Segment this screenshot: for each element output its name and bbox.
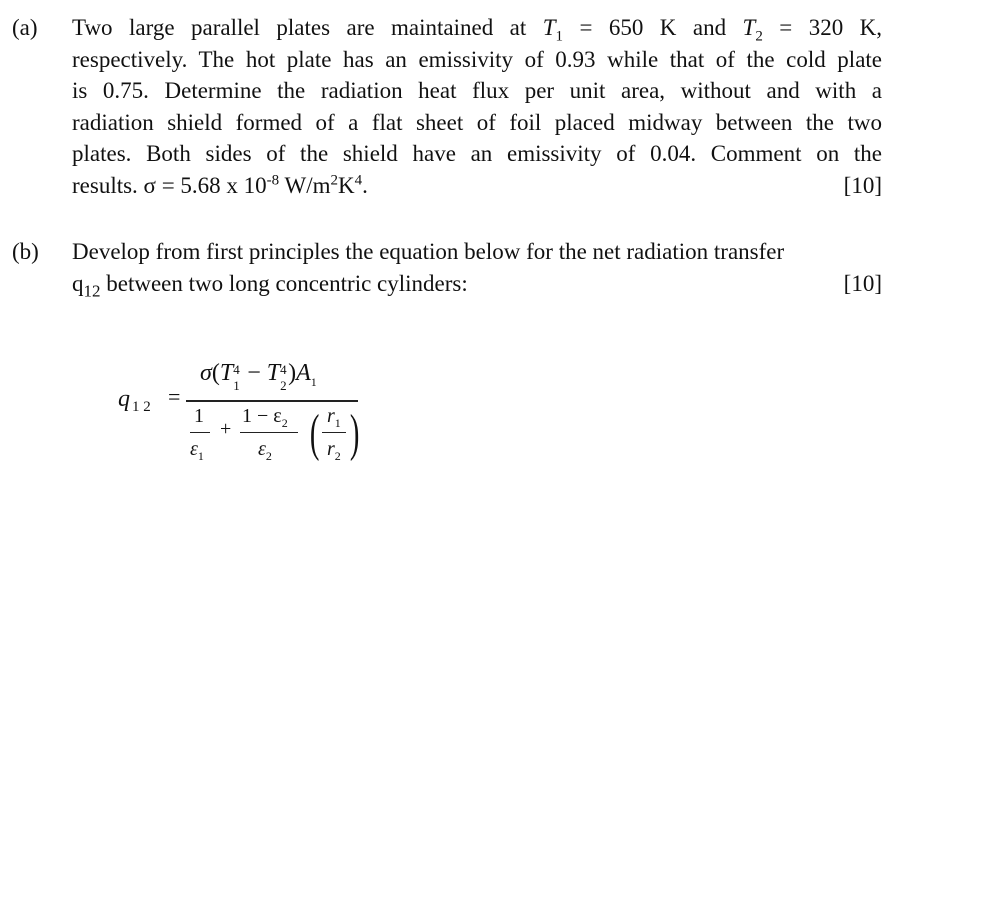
part-b-marks: [10]: [843, 270, 882, 296]
part-b-line-2: [72, 268, 882, 300]
eq-plus: +: [220, 418, 232, 440]
eq-den-eps1: $\varepsilon_1$: [190, 438, 204, 463]
part-a-line-2: respectively. The hot plate has an emissivity of 0.93 while that of the cold plate: [72, 46, 882, 72]
eq-paren-close: ): [349, 405, 360, 462]
eq-equals: =: [168, 384, 181, 409]
eq-lhs: q $_{1 2}$: [118, 386, 151, 415]
eq-r1: $r_1$: [327, 405, 341, 430]
part-a-line-6: [72, 170, 882, 202]
part-b-label: (b): [12, 239, 39, 264]
part-b-line-2-text: $q_{12}$ between two long concentric cylinders:: [72, 270, 468, 301]
eq-den-eps2: $\varepsilon_2$: [258, 438, 272, 463]
part-a-line-1: Two large parallel plates are maintained at $T_1 = 650$ K and $T_2 = 320$ K,: [72, 15, 882, 45]
eq-den-bar-2: [240, 432, 298, 433]
part-a-line-3: is 0.75. Determine the radiation heat flux per unit area, without and with a: [72, 78, 882, 103]
part-a-line-5: plates. Both sides of the shield have an emissivity of 0.04. Comment on the: [72, 141, 882, 166]
part-a-line-4: radiation shield formed of a flat sheet of foil placed midway between the two: [72, 109, 882, 135]
part-a-text: [72, 12, 882, 201]
eq-den-bar-1: [190, 432, 210, 433]
eq-den-one: 1: [194, 405, 204, 427]
part-b-line-1: Develop from first principles the equation below for the net radiation transfer: [72, 239, 785, 264]
eq-fraction-bar: [186, 400, 358, 402]
eq-ratio-bar: [322, 432, 346, 433]
eq-paren-open: (: [309, 405, 320, 462]
part-a-label: (a): [12, 15, 38, 40]
part-b-text: [72, 236, 882, 299]
eq-r2: $r_2$: [327, 438, 341, 463]
radiation-equation: [118, 358, 378, 478]
part-a-marks: [10]: [843, 172, 882, 198]
eq-numerator: σ(T 4 1 − T 4 2 )$A_1$: [200, 360, 317, 393]
sigma-constant: results. σ = 5.68 x $10^{-8}$ $W/m^2K^4$.: [72, 171, 368, 198]
eq-den-one-minus-eps2: $1 - \varepsilon_2$: [242, 405, 288, 430]
